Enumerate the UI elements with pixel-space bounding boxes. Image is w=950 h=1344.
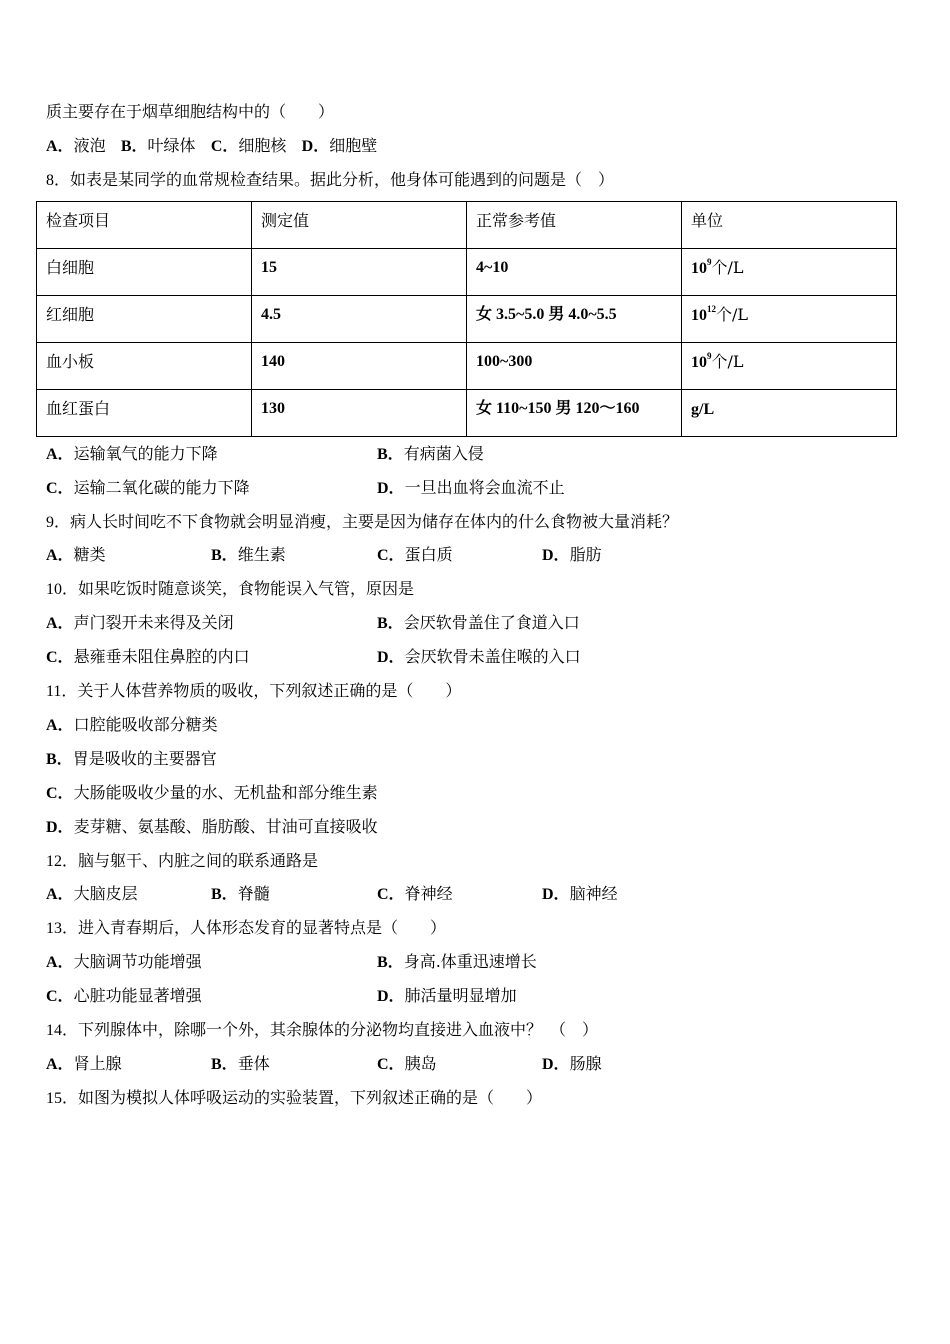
q9-option-c[interactable]: C．蛋白质 — [377, 545, 453, 564]
value-cell: 4.5 — [252, 296, 467, 343]
q14-option-d[interactable]: D．肠腺 — [542, 1054, 602, 1073]
q8-option-d[interactable]: D．一旦出血将会血流不止 — [377, 478, 565, 497]
q12-option-a[interactable]: A．大脑皮层 — [46, 884, 138, 903]
q11-option-c[interactable]: C．大肠能吸收少量的水、无机盐和部分维生素 — [46, 783, 378, 802]
ref-cell: 100~300 — [467, 343, 682, 390]
q8-stem: 8．如表是某同学的血常规检查结果。据此分析，他身体可能遇到的问题是（ ） — [46, 170, 615, 189]
q7-option-b[interactable]: B．叶绿体 — [120, 136, 196, 155]
q7-options — [46, 136, 377, 157]
q11-option-a[interactable]: A．口腔能吸收部分糖类 — [46, 715, 218, 734]
q14-option-b[interactable]: B．垂体 — [211, 1054, 270, 1073]
unit-cell: g/L — [682, 390, 897, 437]
q11-stem: 11．关于人体营养物质的吸收，下列叙述正确的是（ ） — [46, 681, 462, 700]
q11-option-b[interactable]: B．胃是吸收的主要器官 — [46, 749, 217, 768]
table-row — [37, 390, 897, 437]
q10-option-a[interactable]: A．声门裂开未来得及关闭 — [46, 613, 234, 632]
q11-option-d[interactable]: D．麦芽糖、氨基酸、脂肪酸、甘油可直接吸收 — [46, 817, 378, 836]
table-header-row — [37, 202, 897, 249]
blood-test-table — [36, 201, 897, 437]
q7-option-c[interactable]: C．细胞核 — [210, 136, 287, 155]
ref-cell: 女 110~150 男 120～160 — [467, 390, 682, 437]
q9-option-a[interactable]: A．糖类 — [46, 545, 106, 564]
q10-option-b[interactable]: B．会厌软骨盖住了食道入口 — [377, 613, 580, 632]
value-cell: 140 — [252, 343, 467, 390]
q8-option-c[interactable]: C．运输二氧化碳的能力下降 — [46, 478, 250, 497]
q13-option-b[interactable]: B．身高.体重迅速增长 — [377, 952, 537, 971]
q9-option-b[interactable]: B．维生素 — [211, 545, 286, 564]
item-cell: 血小板 — [37, 343, 252, 390]
table-row — [37, 343, 897, 390]
value-cell: 130 — [252, 390, 467, 437]
item-cell: 白细胞 — [37, 249, 252, 296]
q7-option-d[interactable]: D．细胞壁 — [301, 136, 378, 155]
q12-option-b[interactable]: B．脊髓 — [211, 884, 270, 903]
header-cell: 检查项目 — [37, 202, 252, 249]
q7-option-a[interactable]: A．液泡 — [46, 136, 106, 155]
q14-option-a[interactable]: A．肾上腺 — [46, 1054, 122, 1073]
q10-option-c[interactable]: C．悬雍垂未阻住鼻腔的内口 — [46, 647, 250, 666]
q7-stem: 质主要存在于烟草细胞结构中的（ ） — [46, 102, 335, 121]
item-cell: 血红蛋白 — [37, 390, 252, 437]
header-cell: 正常参考值 — [467, 202, 682, 249]
q10-stem: 10．如果吃饭时随意谈笑，食物能误入气管，原因是 — [46, 579, 415, 598]
value-cell: 15 — [252, 249, 467, 296]
ref-cell: 女 3.5~5.0 男 4.0~5.5 — [467, 296, 682, 343]
table-row — [37, 249, 897, 296]
q13-option-a[interactable]: A．大脑调节功能增强 — [46, 952, 202, 971]
q9-option-d[interactable]: D．脂肪 — [542, 545, 602, 564]
q13-option-c[interactable]: C．心脏功能显著增强 — [46, 986, 202, 1005]
unit-cell: $10^9$个/L — [682, 343, 897, 390]
q14-stem: 14．下列腺体中，除哪一个外，其余腺体的分泌物均直接进入血液中？ （ ） — [46, 1020, 599, 1039]
q12-option-c[interactable]: C．脊神经 — [377, 884, 453, 903]
unit-cell: $10^{12}$个/L — [682, 296, 897, 343]
q12-option-d[interactable]: D．脑神经 — [542, 884, 618, 903]
q8-option-a[interactable]: A．运输氧气的能力下降 — [46, 444, 218, 463]
ref-cell: 4~10 — [467, 249, 682, 296]
q8-option-b[interactable]: B．有病菌入侵 — [377, 444, 484, 463]
header-cell: 单位 — [682, 202, 897, 249]
header-cell: 测定值 — [252, 202, 467, 249]
q13-stem: 13．进入青春期后，人体形态发育的显著特点是（ ） — [46, 918, 447, 937]
table-row — [37, 296, 897, 343]
item-cell: 红细胞 — [37, 296, 252, 343]
q10-option-d[interactable]: D．会厌软骨未盖住喉的入口 — [377, 647, 581, 666]
q12-stem: 12．脑与躯干、内脏之间的联系通路是 — [46, 851, 319, 870]
q13-option-d[interactable]: D．肺活量明显增加 — [377, 986, 517, 1005]
unit-cell: $10^9$个/L — [682, 249, 897, 296]
q14-option-c[interactable]: C．胰岛 — [377, 1054, 437, 1073]
q9-stem: 9．病人长时间吃不下食物就会明显消瘦，主要是因为储存在体内的什么食物被大量消耗？ — [46, 512, 679, 531]
q15-stem: 15．如图为模拟人体呼吸运动的实验装置，下列叙述正确的是（ ） — [46, 1088, 543, 1107]
